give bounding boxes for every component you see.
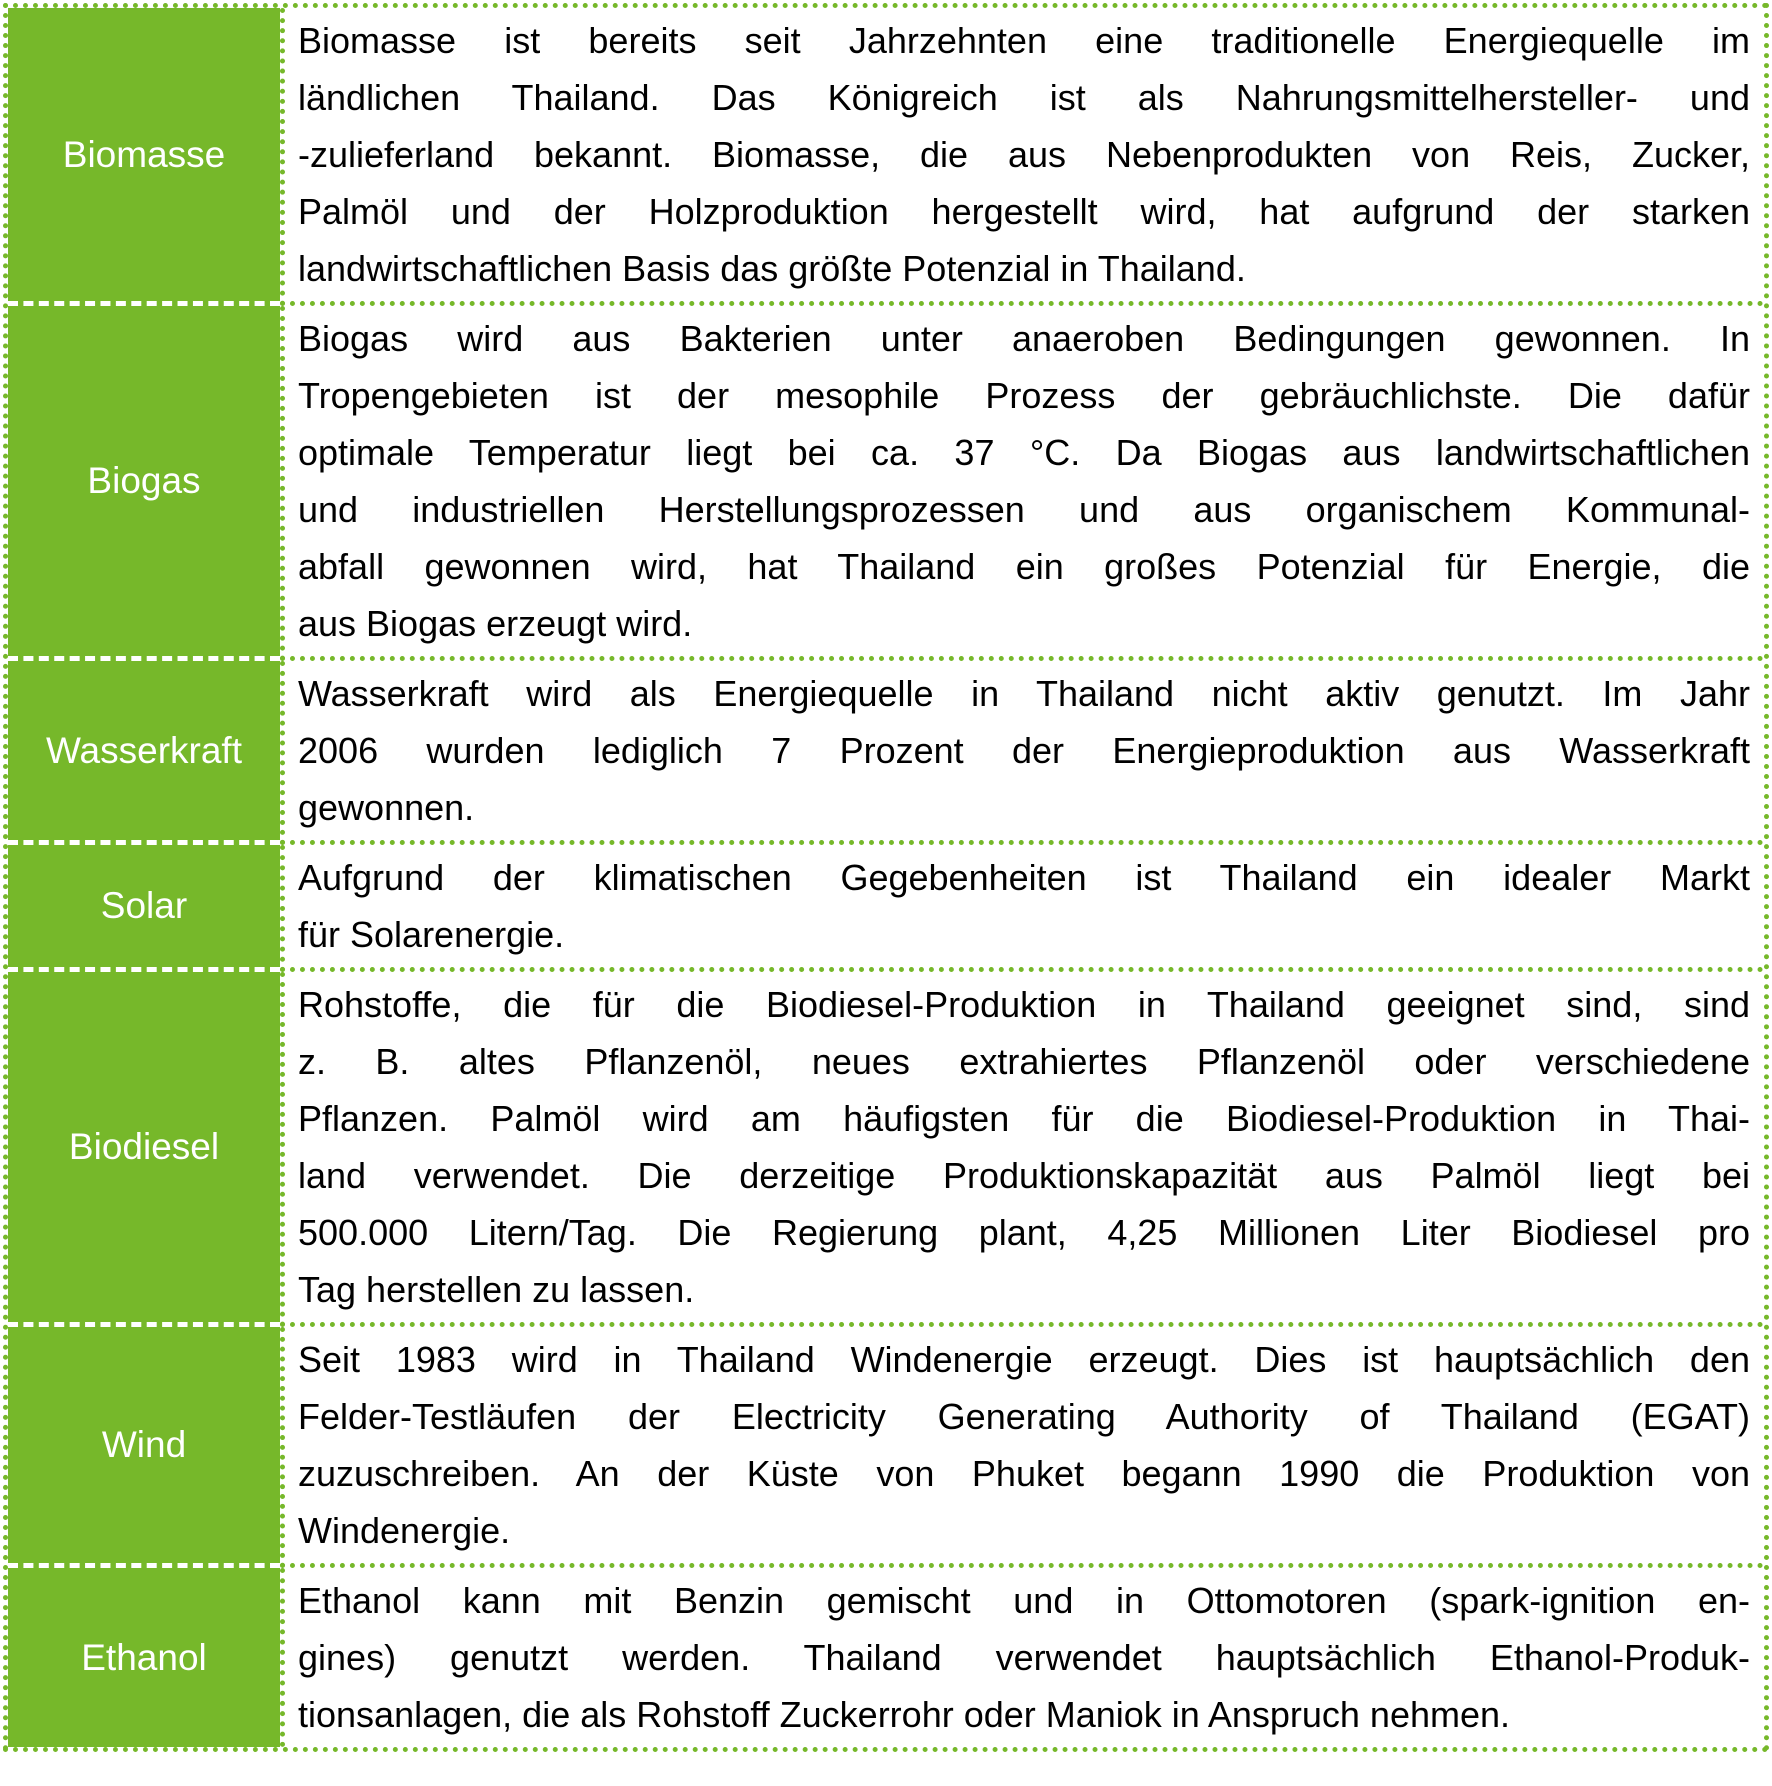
row-label: Ethanol <box>8 1568 280 1747</box>
text-line: Rohstoffe, die für die Biodiesel-Produktion in Thailand geeignet sind, sind <box>298 984 1750 1025</box>
row-label: Biomasse <box>8 8 280 306</box>
text-line: 2006 wurden lediglich 7 Prozent der Energieproduktion aus Wasserkraft <box>298 730 1750 771</box>
text-line: und industriellen Herstellungsprozessen und aus organischem Kommunal- <box>298 489 1750 530</box>
text-line: Windenergie. <box>298 1510 511 1551</box>
text-line: Ethanol kann mit Benzin gemischt und in Ottomotoren (spark-ignition en- <box>298 1580 1750 1621</box>
text-line: Pflanzen. Palmöl wird am häufigsten für die Biodiesel-Produktion in Thai- <box>298 1098 1750 1139</box>
text-line: z. B. altes Pflanzenöl, neues extrahiertes Pflanzenöl oder verschiedene <box>298 1041 1750 1082</box>
text-line: tionsanlagen, die als Rohstoff Zuckerrohr oder Maniok in Anspruch nehmen. <box>298 1694 1511 1735</box>
text-line: gines) genutzt werden. Thailand verwendet hauptsächlich Ethanol-Produk- <box>298 1637 1750 1678</box>
row-text <box>280 972 1764 1327</box>
table-row <box>8 1568 1764 1747</box>
table-row <box>8 972 1764 1327</box>
text-line: zuzuschreiben. An der Küste von Phuket begann 1990 die Produktion von <box>298 1453 1750 1494</box>
text-line: Biomasse ist bereits seit Jahrzehnten eine traditionelle Energiequelle im <box>298 20 1750 61</box>
text-line: Palmöl und der Holzproduktion hergestellt wird, hat aufgrund der starken <box>298 191 1750 232</box>
text-line: ländlichen Thailand. Das Königreich ist als Nahrungsmittelhersteller- und <box>298 77 1750 118</box>
row-text <box>280 1327 1764 1568</box>
row-text <box>280 661 1764 845</box>
text-line: Seit 1983 wird in Thailand Windenergie erzeugt. Dies ist hauptsächlich den <box>298 1339 1750 1380</box>
row-label: Wasserkraft <box>8 661 280 845</box>
text-line: optimale Temperatur liegt bei ca. 37 °C. Da Biogas aus landwirtschaftlichen <box>298 432 1750 473</box>
row-text <box>280 306 1764 661</box>
text-line: 500.000 Litern/Tag. Die Regierung plant, 4,25 Millionen Liter Biodiesel pro <box>298 1212 1750 1253</box>
text-line: Biogas wird aus Bakterien unter anaeroben Bedingungen gewonnen. In <box>298 318 1750 359</box>
text-line: gewonnen. <box>298 787 475 828</box>
row-label: Solar <box>8 845 280 972</box>
table-row <box>8 661 1764 845</box>
table-row <box>8 1327 1764 1568</box>
text-line: land verwendet. Die derzeitige Produktionskapazität aus Palmöl liegt bei <box>298 1155 1750 1196</box>
text-line: landwirtschaftlichen Basis das größte Potenzial in Thailand. <box>298 248 1246 289</box>
energy-sources-table <box>3 3 1769 1752</box>
row-label: Wind <box>8 1327 280 1568</box>
table-row <box>8 845 1764 972</box>
table-row <box>8 306 1764 661</box>
row-text <box>280 1568 1764 1747</box>
text-line: Tropengebieten ist der mesophile Prozess der gebräuchlichste. Die dafür <box>298 375 1750 416</box>
text-line: abfall gewonnen wird, hat Thailand ein großes Potenzial für Energie, die <box>298 546 1750 587</box>
row-label: Biodiesel <box>8 972 280 1327</box>
text-line: Wasserkraft wird als Energiequelle in Thailand nicht aktiv genutzt. Im Jahr <box>298 673 1750 714</box>
text-line: Tag herstellen zu lassen. <box>298 1269 695 1310</box>
text-line: Aufgrund der klimatischen Gegebenheiten ist Thailand ein idealer Markt <box>298 857 1750 898</box>
text-line: für Solarenergie. <box>298 914 565 955</box>
row-label: Biogas <box>8 306 280 661</box>
text-line: Felder-Testläufen der Electricity Generating Authority of Thailand (EGAT) <box>298 1396 1750 1437</box>
text-line: -zulieferland bekannt. Biomasse, die aus Nebenprodukten von Reis, Zucker, <box>298 134 1750 175</box>
row-text <box>280 845 1764 972</box>
row-text <box>280 8 1764 306</box>
text-line: aus Biogas erzeugt wird. <box>298 603 693 644</box>
table-row <box>8 8 1764 306</box>
